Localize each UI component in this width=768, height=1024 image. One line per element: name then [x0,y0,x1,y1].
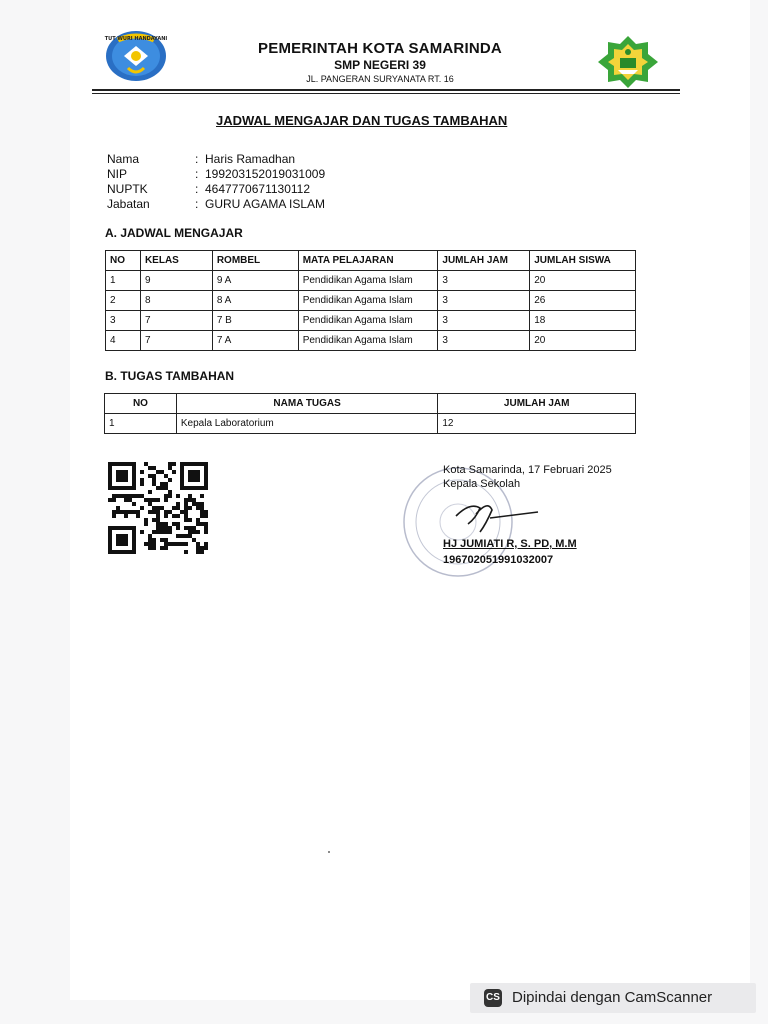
qr-code [108,462,208,554]
column-header: JUMLAH JAM [438,251,530,271]
government-name: PEMERINTAH KOTA SAMARINDA [258,40,502,57]
table-cell: 9 [140,271,212,291]
table-cell: 7 [140,311,212,331]
identity-value: GURU AGAMA ISLAM [205,197,326,211]
header-rule-thick [92,89,680,91]
table-cell: 1 [106,271,141,291]
table-row [106,311,636,331]
teaching-schedule-table [105,250,636,351]
speck [328,851,330,853]
school-address: JL. PANGERAN SURYANATA RT. 16 [306,74,454,84]
svg-text:TUT WURI HANDAYANI: TUT WURI HANDAYANI [104,36,168,42]
header-rule-thin [92,93,680,94]
identity-label: Nama [107,152,140,166]
table-row [106,331,636,351]
column-header: ROMBEL [212,251,298,271]
additional-tasks-table [104,393,636,434]
table-cell: 7 [140,331,212,351]
table-cell: 20 [530,331,636,351]
identity-label: Jabatan [107,197,150,211]
table-row [106,271,636,291]
table-cell: Pendidikan Agama Islam [298,291,438,311]
column-header: JUMLAH JAM [438,394,636,414]
table-cell: 26 [530,291,636,311]
section-a-title: A. JADWAL MENGAJAR [105,226,243,240]
identity-colon: : [195,182,199,196]
table-cell: 3 [438,331,530,351]
identity-colon: : [195,152,199,166]
table-cell: 3 [438,291,530,311]
table-cell: 8 A [212,291,298,311]
column-header: NO [105,394,177,414]
identity-colon: : [195,167,199,181]
column-header: JUMLAH SISWA [530,251,636,271]
table-cell: 3 [438,271,530,291]
signatory-name: HJ JUMIATI R, S. PD, M.M [443,538,577,550]
identity-colon: : [195,197,199,211]
table-cell: 8 [140,291,212,311]
signature-position: Kepala Sekolah [443,478,521,490]
column-header: MATA PELAJARAN [298,251,438,271]
section-b-title: B. TUGAS TAMBAHAN [105,369,235,383]
table-header-row [106,251,636,271]
table-cell: 9 A [212,271,298,291]
identity-value: 199203152019031009 [205,167,326,181]
identity-label: NUPTK [107,182,148,196]
table-cell: 7 A [212,331,298,351]
identity-value: 4647770671130112 [205,182,310,196]
table-cell: Pendidikan Agama Islam [298,271,438,291]
table-cell: Kepala Laboratorium [176,414,438,434]
identity-value: Haris Ramadhan [205,152,296,166]
table-cell: 1 [105,414,177,434]
signatory-nip: 196702051991032007 [443,554,554,566]
table-cell: 3 [106,311,141,331]
camscanner-badge [470,983,756,1013]
table-cell: 20 [530,271,636,291]
school-name: SMP NEGERI 39 [334,58,426,72]
column-header: NO [106,251,141,271]
table-row [106,291,636,311]
table-cell: Pendidikan Agama Islam [298,311,438,331]
table-row [105,414,636,434]
identity-label: NIP [107,167,128,181]
document-title: JADWAL MENGAJAR DAN TUGAS TAMBAHAN [216,113,508,128]
table-cell: 4 [106,331,141,351]
kemenag-logo [596,34,660,90]
table-cell: Pendidikan Agama Islam [298,331,438,351]
table-cell: 7 B [212,311,298,331]
table-cell: 12 [438,414,636,434]
signature-place-date: Kota Samarinda, 17 Februari 2025 [443,464,612,476]
table-header-row [105,394,636,414]
camscanner-label: Dipindai dengan CamScanner [512,989,713,1006]
handwritten-signature [446,494,546,536]
camscanner-icon: CS [484,989,502,1007]
tut-wuri-handayani-logo [104,30,168,82]
table-cell: 18 [530,311,636,331]
column-header: NAMA TUGAS [176,394,438,414]
table-cell: 3 [438,311,530,331]
table-cell: 2 [106,291,141,311]
column-header: KELAS [140,251,212,271]
